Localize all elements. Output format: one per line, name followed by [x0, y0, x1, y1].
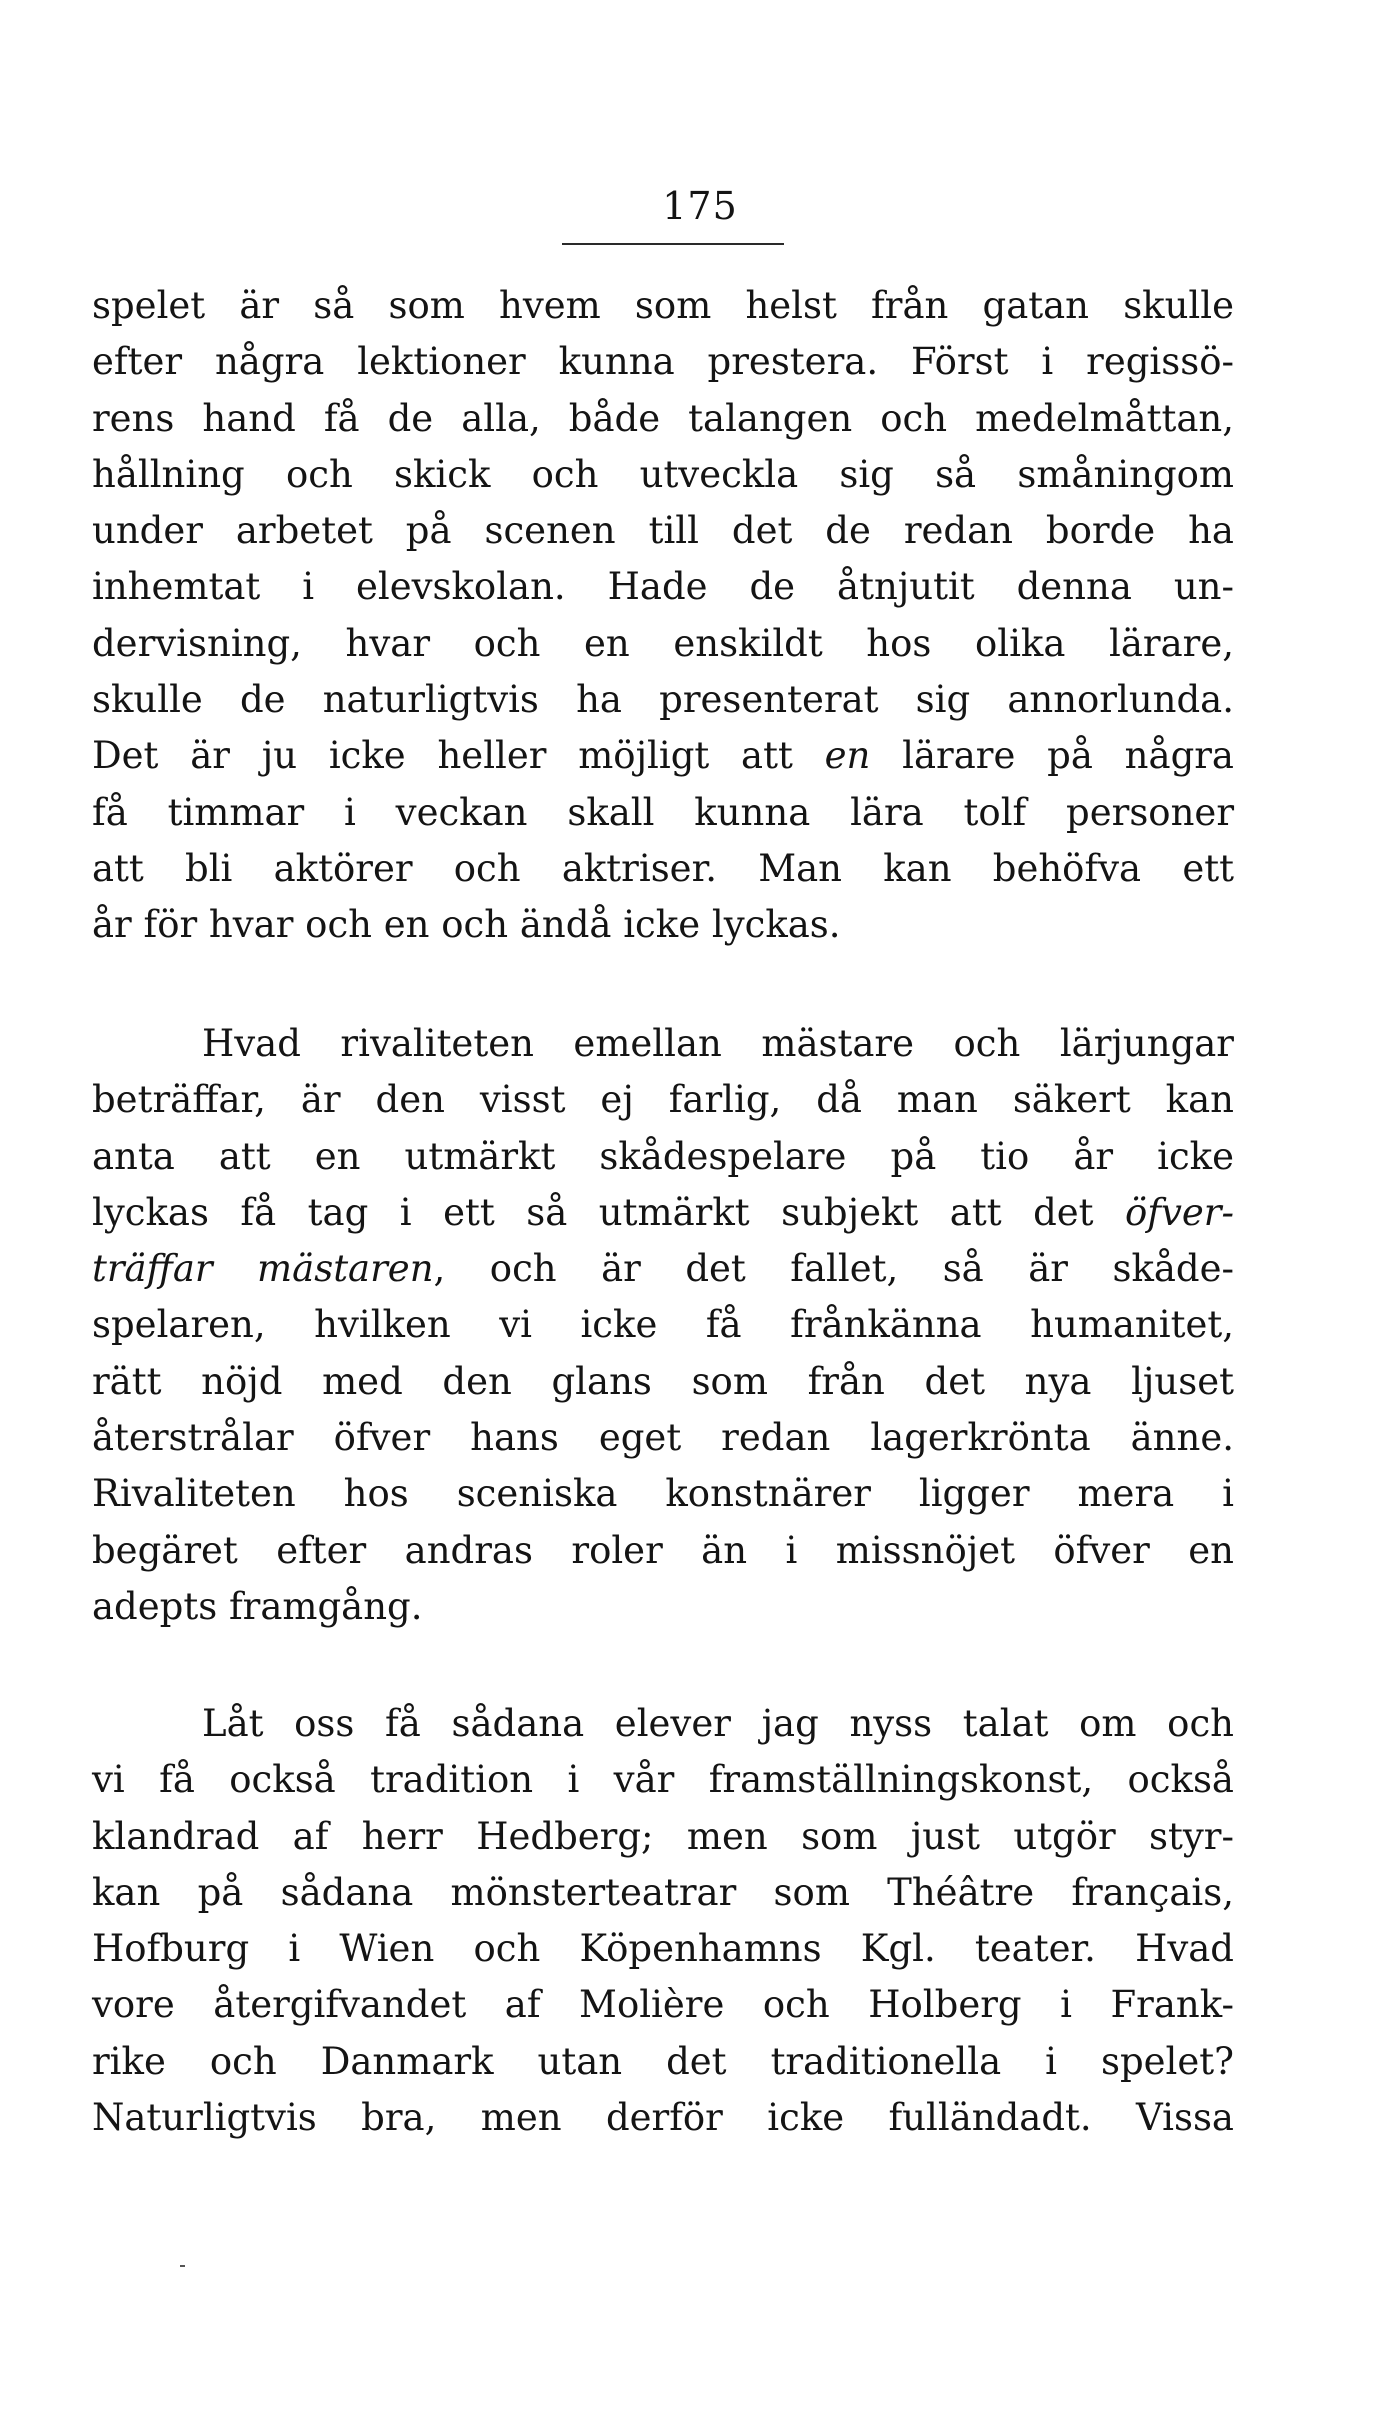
text-line: rike och Danmark utan det traditionella i spelet? [92, 2039, 1234, 2083]
page-number: 175 [662, 184, 738, 228]
text-line: Naturligtvis bra, men derför icke fulländadt. Vissa [92, 2096, 1234, 2140]
text-line: beträffar, är den visst ej farlig, då man säkert kan [92, 1078, 1234, 1122]
ink-speck [180, 2265, 185, 2267]
text-line: återstrålar öfver hans eget redan lagerkrönta änne. [92, 1416, 1234, 1460]
text-line: rätt nöjd med den glans som från det nya ljuset [92, 1359, 1234, 1403]
paragraph-3 [92, 1696, 1234, 2146]
text-line: efter några lektioner kunna prestera. Först i regissö- [92, 340, 1234, 384]
header-rule [562, 243, 784, 245]
text-line: träffar mästaren, och är det fallet, så är skåde- [92, 1247, 1235, 1291]
text-line: under arbetet på scenen till det de redan borde ha [92, 509, 1234, 553]
text-line: kan på sådana mönsterteatrar som Théâtre français, [92, 1870, 1234, 1914]
text-line: vore återgifvandet af Molière och Holberg i Frank- [92, 1983, 1234, 2027]
text-line: dervisning, hvar och en enskildt hos olika lärare, [92, 621, 1234, 665]
text-line: begäret efter andras roler än i missnöjet öfver en [92, 1528, 1234, 1572]
text-line: spelet är så som hvem som helst från gatan skulle [92, 284, 1234, 327]
text-line: klandrad af herr Hedberg; men som just utgör styr- [92, 1814, 1234, 1858]
text-line: vi få också tradition i vår framställningskonst, också [92, 1758, 1234, 1802]
text-line: Hvad rivaliteten emellan mästare och lärjungar [202, 1022, 1234, 1065]
text-line: inhemtat i elevskolan. Hade de åtnjutit denna un- [92, 565, 1234, 609]
text-line: år för hvar och en och ändå icke lyckas. [92, 903, 841, 947]
text-line: hållning och skick och utveckla sig så småningom [92, 452, 1234, 496]
text-line: Det är ju icke heller möjligt att en lärare på några [92, 734, 1234, 778]
text-line: anta att en utmärkt skådespelare på tio år icke [92, 1134, 1234, 1178]
paragraph-2 [92, 1016, 1234, 1635]
text-line: Hofburg i Wien och Köpenhamns Kgl. teater. Hvad [92, 1927, 1234, 1971]
text-line: skulle de naturligtvis ha presenterat sig annorlunda. [92, 678, 1234, 722]
text-line: Rivaliteten hos sceniska konstnärer ligger mera i [92, 1472, 1234, 1516]
text-line: få timmar i veckan skall kunna lära tolf personer [92, 790, 1234, 834]
paragraph-1 [92, 278, 1234, 954]
text-line: adepts framgång. [92, 1584, 423, 1628]
text-line: att bli aktörer och aktriser. Man kan behöfva ett [92, 846, 1234, 890]
text-line: spelaren, hvilken vi icke få frånkänna humanitet, [92, 1303, 1234, 1347]
text-line: rens hand få de alla, både talangen och medelmåttan, [92, 396, 1234, 440]
text-line: Låt oss få sådana elever jag nyss talat om och [202, 1702, 1234, 1745]
text-line: lyckas få tag i ett så utmärkt subjekt att det öfver- [92, 1190, 1234, 1234]
